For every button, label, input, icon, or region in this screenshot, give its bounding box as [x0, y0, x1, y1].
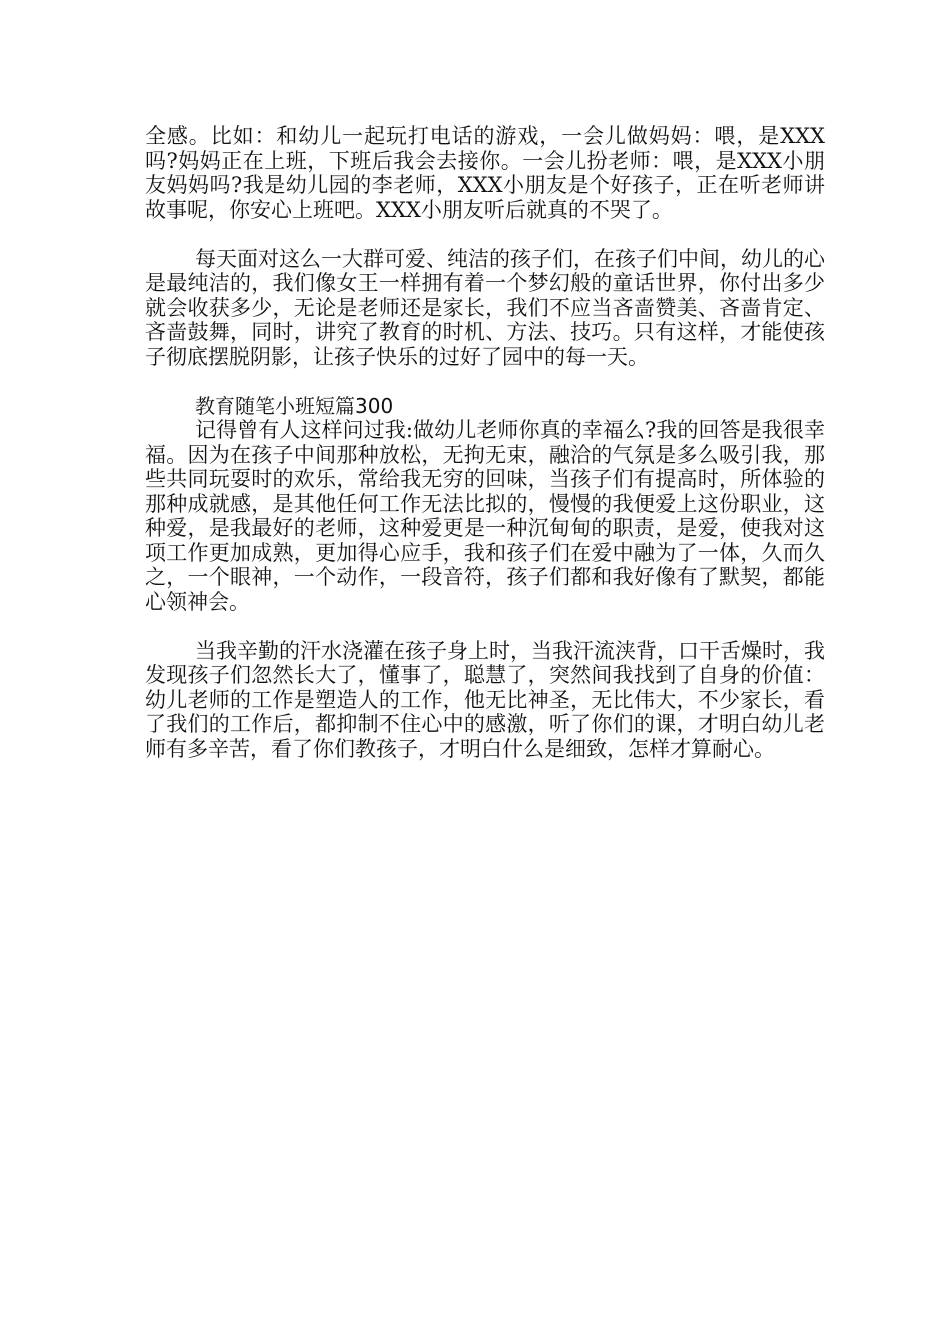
paragraph-self-value: 当我辛勤的汗水浇灌在孩子身上时，当我汗流浃背，口干舌燥时，我发现孩子们忽然长大了，懂事了，聪慧了，突然间我找到了自身的价值：幼儿老师的工作是塑造人的工作，他无比神圣，无比伟大，不少家长，看了我们的工作后，都抑制不住心中的感激，听了你们的课，才明白幼儿老师有多辛苦，看了你们教孩子，才明白什么是细致，怎样才算耐心。: [145, 638, 825, 761]
paragraph-children-purity: 每天面对这么一大群可爱、纯洁的孩子们，在孩子们中间，幼儿的心是最纯洁的，我们像女王一样拥有着一个梦幻般的童话世界，你付出多少就会收获多少，无论是老师还是家长，我们不应当吝啬赞美、吝啬肯定、吝啬鼓舞，同时，讲究了教育的时机、方法、技巧。只有这样，才能使孩子彻底摆脱阴影，让孩子快乐的过好了园中的每一天。: [145, 246, 825, 369]
paragraph-gap: [145, 614, 825, 639]
paragraph-gap: [145, 222, 825, 247]
document-body: [145, 124, 825, 761]
paragraph-gap: [145, 369, 825, 394]
section-heading: 教育随笔小班短篇300: [195, 393, 394, 418]
paragraph-happiness: 记得曾有人这样问过我:做幼儿老师你真的幸福么?我的回答是我很幸福。因为在孩子中间那种放松，无拘无束，融洽的气氛是多么吸引我，那些共同玩耍时的欢乐，常给我无穷的回味，当孩子们有提高时，所体验的那种成就感，是其他任何工作无法比拟的，慢慢的我便爱上这份职业，这种爱，是我最好的老师，这种爱更是一种沉甸甸的职责，是爱，使我对这项工作更加成熟，更加得心应手，我和孩子们在爱中融为了一体，久而久之，一个眼神，一个动作，一段音符，孩子们都和我好像有了默契，都能心领神会。: [145, 418, 825, 614]
paragraph-continued: 全感。比如：和幼儿一起玩打电话的游戏，一会儿做妈妈：喂，是XXX吗?妈妈正在上班，下班后我会去接你。一会儿扮老师：喂，是XXX小朋友妈妈吗?我是幼儿园的李老师，XXX小朋友是个好孩子，正在听老师讲故事呢，你安心上班吧。XXX小朋友听后就真的不哭了。: [145, 124, 825, 222]
